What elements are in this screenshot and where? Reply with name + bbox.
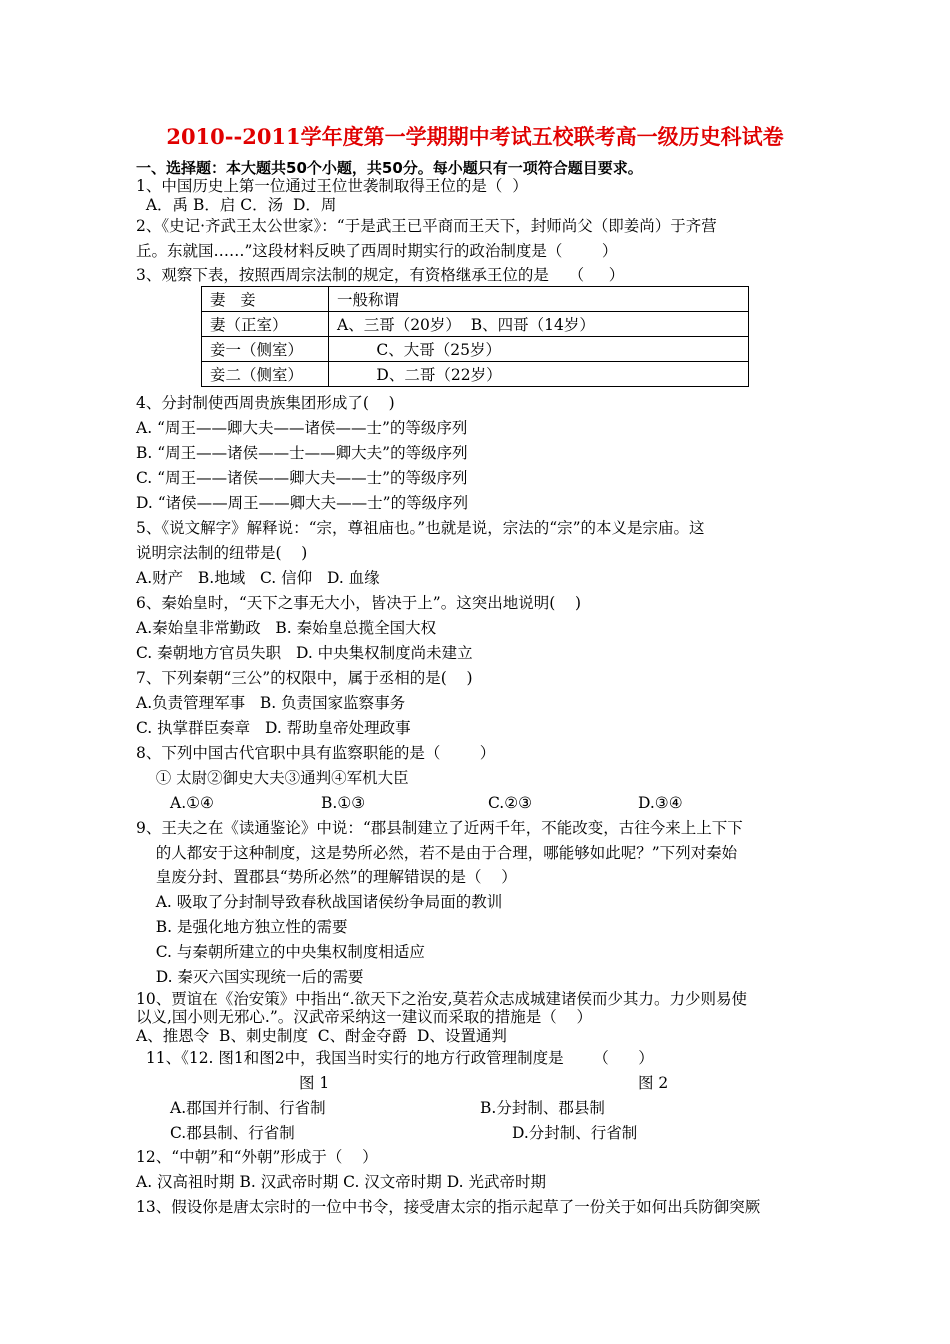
q7-stem: 7、下列秦朝“三公”的权限中，属于丞相的是( ) xyxy=(136,669,473,687)
q1-stem: 1、中国历史上第一位通过王位世袭制取得王位的是（ ） xyxy=(136,177,528,195)
q4-option-c: C. “周王——诸侯——卿大夫——士”的等级序列 xyxy=(136,469,468,487)
table-header: 妻 妾 xyxy=(202,287,329,312)
q8-stem: 8、下列中国古代官职中具有监察职能的是（ ） xyxy=(136,744,496,762)
q11-option-c: C.郡县制、行省制 xyxy=(170,1124,295,1142)
q6-options-cd: C. 秦朝地方官员失职 D. 中央集权制度尚未建立 xyxy=(136,644,473,662)
table-cell: 妾一（侧室） xyxy=(202,337,329,362)
table-row xyxy=(202,337,749,362)
q11-stem: 11、《12. 图1和图2中，我国当时实行的地方行政管理制度是 （ ） xyxy=(136,1049,654,1067)
q9-option-d: D. 秦灭六国实现统一后的需要 xyxy=(136,968,364,986)
table-cell: 妻（正室） xyxy=(202,312,329,337)
q2-stem-cont: 丘。东就国……”这段材料反映了西周时期实行的政治制度是（ ） xyxy=(136,242,618,260)
q4-stem: 4、分封制使西周贵族集团形成了( ) xyxy=(136,394,395,412)
exam-title: 2010--2011学年度第一学期期中考试五校联考高一级历史科试卷 xyxy=(166,124,784,149)
q7-options-cd: C. 执掌群臣奏章 D. 帮助皇帝处理政事 xyxy=(136,719,411,737)
q8-option-b: B.①③ xyxy=(321,794,366,812)
section-heading: 一、选择题：本大题共50个小题，共50分。每小题只有一项符合题目要求。 xyxy=(136,159,643,177)
q9-stem-cont: 的人都安于这种制度，这是势所必然，若不是由于合理，哪能够如此呢？”下列对秦始 xyxy=(136,844,738,862)
q3-stem: 3、观察下表，按照西周宗法制的规定，有资格继承王位的是 （ ） xyxy=(136,266,625,284)
table-cell: 妾二（侧室） xyxy=(202,362,329,387)
q6-stem: 6、秦始皇时，“天下之事无大小，皆决于上”。这突出地说明( ) xyxy=(136,594,582,612)
q8-option-c: C.②③ xyxy=(488,794,533,812)
table-cell: D、二哥（22岁） xyxy=(329,362,749,387)
table-cell: A、三哥（20岁） B、四哥（14岁） xyxy=(329,312,749,337)
table-cell: C、大哥（25岁） xyxy=(329,337,749,362)
table-header: 一般称谓 xyxy=(329,287,749,312)
table-row xyxy=(202,362,749,387)
q5-options: A.财产 B.地域 C. 信仰 D. 血缘 xyxy=(136,569,380,587)
q4-option-a: A. “周王——卿大夫——诸侯——士”的等级序列 xyxy=(136,419,468,437)
q10-stem-cont: 以义,国小则无邪心.”。汉武帝采纳这一建议而采取的措施是（ ） xyxy=(136,1008,592,1026)
q11-option-b: B.分封制、郡县制 xyxy=(480,1099,605,1117)
q10-stem: 10、贾谊在《治安策》中指出“.欲天下之治安,莫若众志成城建诸侯而少其力。力少则易使 xyxy=(136,990,748,1008)
q10-options: A、推恩令 B、刺史制度 C、酎金夺爵 D、设置通判 xyxy=(136,1027,507,1045)
q12-stem: 12、“中朝”和“外朝”形成于（ ） xyxy=(136,1148,378,1166)
q9-option-a: A. 吸取了分封制导致春秋战国诸侯纷争局面的教训 xyxy=(136,893,503,911)
q4-option-b: B. “周王——诸侯——士——卿大夫”的等级序列 xyxy=(136,444,468,462)
q8-option-d: D.③④ xyxy=(638,794,683,812)
q11-figure-1-label: 图 1 xyxy=(299,1074,330,1092)
succession-table xyxy=(201,286,749,387)
q7-options-ab: A.负责管理军事 B. 负责国家监察事务 xyxy=(136,694,406,712)
q5-stem: 5、《说文解字》解释说：“宗，尊祖庙也。”也就是说，宗法的“宗”的本义是宗庙。这 xyxy=(136,519,705,537)
q9-stem: 9、王夫之在《读通鉴论》中说：“郡县制建立了近两千年，不能改变，古往今来上上下下 xyxy=(136,819,743,837)
q9-option-c: C. 与秦朝所建立的中央集权制度相适应 xyxy=(136,943,425,961)
q11-figure-2-label: 图 2 xyxy=(638,1074,669,1092)
q13-stem: 13、假设你是唐太宗时的一位中书令，接受唐太宗的指示起草了一份关于如何出兵防御突厥 xyxy=(136,1198,761,1216)
q11-option-d: D.分封制、行省制 xyxy=(512,1124,638,1142)
table-row xyxy=(202,312,749,337)
q1-options: A．禹 B．启 C．汤 D．周 xyxy=(136,196,337,214)
q6-options-ab: A.秦始皇非常勤政 B. 秦始皇总揽全国大权 xyxy=(136,619,437,637)
q9-option-b: B. 是强化地方独立性的需要 xyxy=(136,918,348,936)
q8-option-a: A.①④ xyxy=(170,794,214,812)
q8-statements: ① 太尉②御史大夫③通判④军机大臣 xyxy=(136,769,409,787)
q5-stem-cont: 说明宗法制的纽带是( ) xyxy=(136,544,308,562)
q9-stem-cont2: 皇废分封、置郡县“势所必然”的理解错误的是（ ） xyxy=(136,868,517,886)
q12-options: A. 汉高祖时期 B. 汉武帝时期 C. 汉文帝时期 D. 光武帝时期 xyxy=(136,1173,546,1191)
q2-stem: 2、《史记·齐武王太公世家》：“于是武王已平商而王天下，封师尚父（即姜尚）于齐营 xyxy=(136,217,717,235)
q11-option-a: A.郡国并行制、行省制 xyxy=(170,1099,326,1117)
table-header-row xyxy=(202,287,749,312)
q4-option-d: D. “诸侯——周王——卿大夫——士”的等级序列 xyxy=(136,494,469,512)
